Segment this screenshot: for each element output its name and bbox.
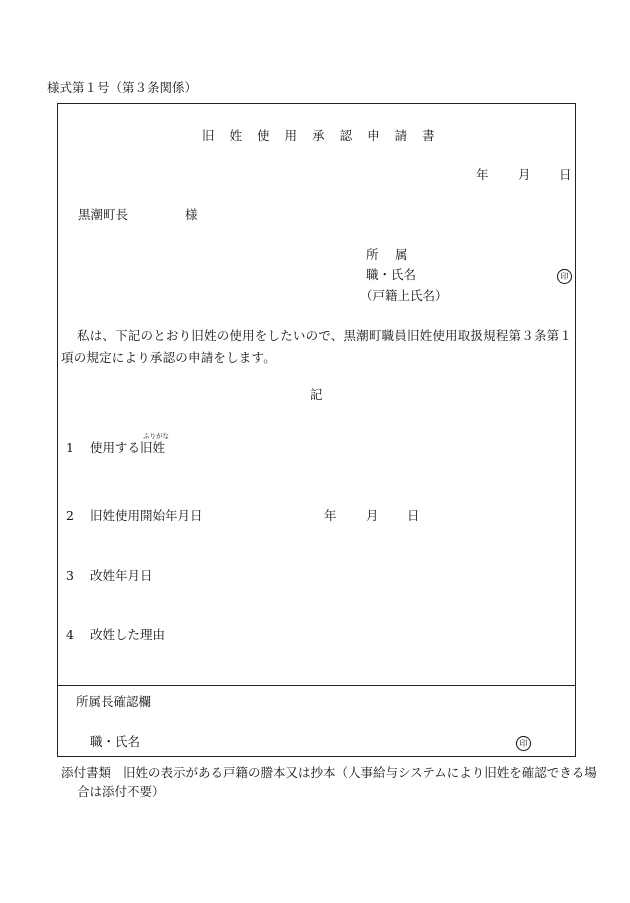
attachment-note <box>61 763 601 801</box>
item-3-label: 改姓年月日 <box>90 568 153 583</box>
form-number: 様式第１号（第３条関係） <box>47 80 198 95</box>
title-char: 旧 <box>202 128 215 143</box>
affiliation-label: 所 属 <box>366 247 408 262</box>
furigana-label: ふりがな <box>143 432 169 440</box>
date-year-label: 年 <box>476 167 489 182</box>
family-register-name-label: （戸籍上氏名） <box>360 288 448 303</box>
seal-mark: 印 <box>557 269 572 284</box>
attachment-label: 添付書類 <box>61 765 112 780</box>
item-4-number: 4 <box>66 627 74 642</box>
application-statement: 私は、下記のとおり旧姓の使用をしたいので、黒潮町職員旧姓使用取扱規程第３条第１項の規定により承認の申請をします。 <box>61 328 573 365</box>
application-form-box <box>57 103 576 757</box>
item-2-year-label: 年 <box>324 508 337 523</box>
title-char: 請 <box>394 128 408 143</box>
addressee-name: 黒潮町長 <box>78 207 129 222</box>
title-char: 用 <box>284 128 298 143</box>
title-char: 使 <box>257 128 270 143</box>
title-char: 申 <box>367 128 380 143</box>
ki-heading: 記 <box>310 387 323 402</box>
confirmation-stamp-icon <box>516 734 531 751</box>
item-4-label: 改姓した理由 <box>90 627 166 642</box>
applicant-name-label: 職・氏名 <box>366 267 417 282</box>
title-char: 認 <box>339 128 353 143</box>
item-2-number: 2 <box>66 508 74 523</box>
applicant-stamp-icon <box>557 267 572 284</box>
date-month-label: 月 <box>518 167 531 182</box>
form-title <box>202 128 435 144</box>
title-char: 承 <box>312 128 325 143</box>
item-1-label: 使用する旧姓 <box>90 440 166 455</box>
attachment-text: 旧姓の表示がある戸籍の謄本又は抄本（人事給与システムにより旧姓を確認できる場合は添付不要） <box>77 765 597 799</box>
date-day-label: 日 <box>559 167 572 182</box>
confirmation-title: 所属長確認欄 <box>76 694 152 709</box>
form-section-divider <box>57 685 576 686</box>
item-3-number: 3 <box>66 568 74 583</box>
item-2-day-label: 日 <box>407 508 420 523</box>
addressee-honorific: 様 <box>185 207 198 222</box>
title-char: 書 <box>422 128 435 143</box>
seal-mark: 印 <box>516 736 531 751</box>
confirmation-name-label: 職・氏名 <box>90 734 141 749</box>
item-2-label: 旧姓使用開始年月日 <box>90 508 203 523</box>
title-char: 姓 <box>229 128 243 143</box>
item-2-month-label: 月 <box>366 508 379 523</box>
item-1-number: 1 <box>66 440 74 455</box>
